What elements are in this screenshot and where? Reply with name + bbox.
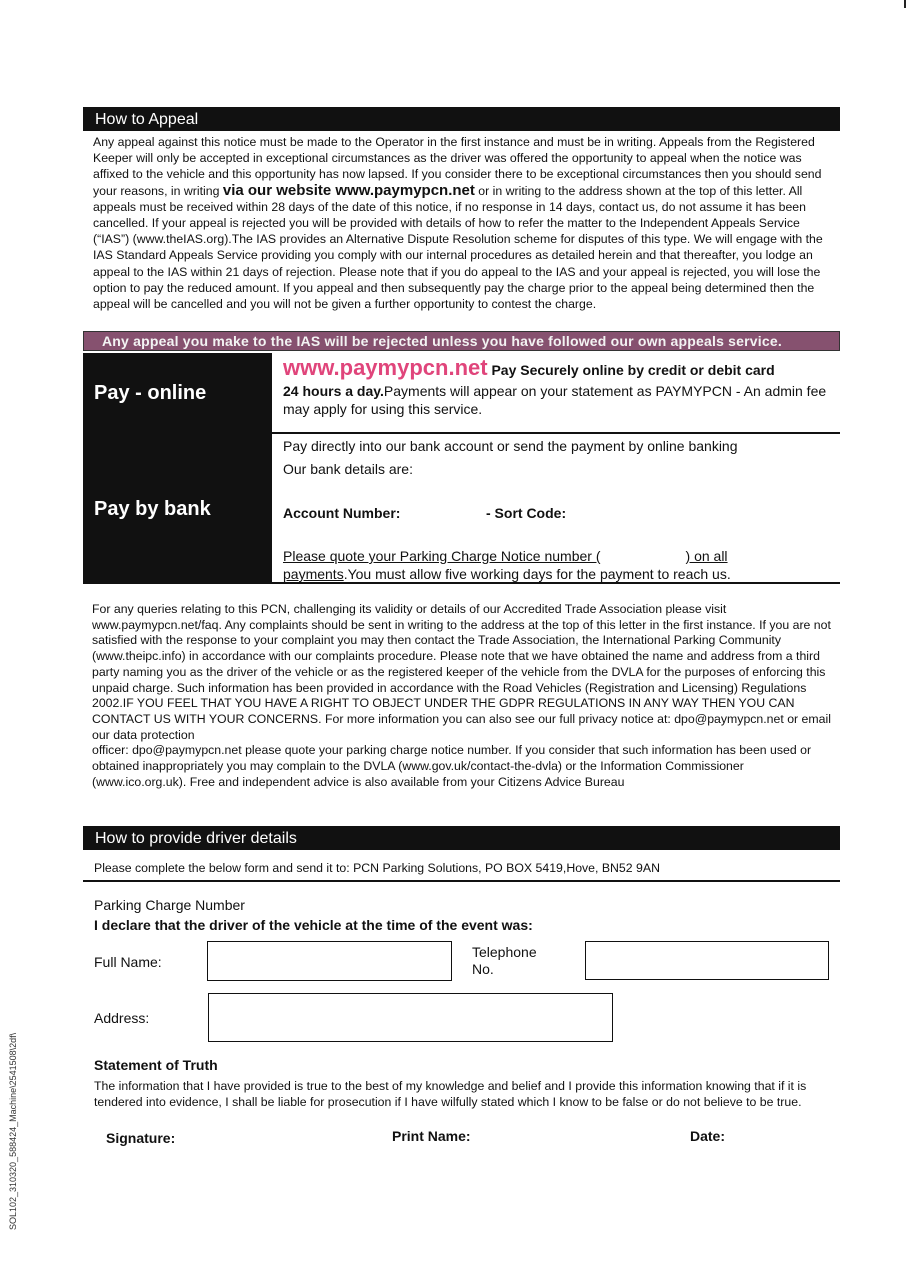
- appeal-paragraph: [93, 134, 839, 312]
- print-name-label: Print Name:: [392, 1128, 471, 1144]
- quote-pcn-text: Please quote your Parking Charge Notice number (: [283, 548, 601, 564]
- pay-bank-line2: Our bank details are:: [283, 461, 413, 477]
- queries-text-1: For any queries relating to this PCN, challenging its validity or details of our Accredited Trade Association please visit www.paymypcn.net/faq. Any complaints should be sent in writing to the address at the top of this letter in the first instance. If you are not satisfied with the response to your complaint you may then contact the Trade Association, the International Parking Community (www.theipc.info) in accordance with our complaints procedure. Please note that we have obtained the name and address from a third party naming you as the driver of the vehicle or as the registered keeper of the vehicle from the DVLA for the purposes of enforcing this unpaid charge. Such information has been provided in accordance with the Road Vehicles (Registration and Licensing) Regulations 2002.IF YOU FEEL THAT YOU HAVE A RIGHT TO OBJECT UNDER THE GDPR REGULATIONS IN ANY WAY THEN YOU CAN CONTACT US WITH YOUR CONCERNS. For more information you can also see our full privacy notice at: dpo@paymypcn.net or email our data protection: [92, 602, 831, 742]
- appeal-heading-text: How to Appeal: [95, 111, 199, 128]
- truth-body: The information that I have provided is true to the best of my knowledge and belief and I provide this information knowing that if it is tendered into evidence, I shall be liable for prosecution if I have wilfully stated which I know to be false or do not believe to be true.: [94, 1079, 807, 1110]
- appeal-text-1: Any appeal against this notice must be made to the Operator in the first instance and must be in writing. Appeals from the Registered Keeper will only be accepted in exceptional circumstances as the driver was offered the opportunity to appeal when the notice was affixed to the vehicle and this opportunity has now lapsed. If you consider there to be exceptional circumstances then you should send your reasons, in writing: [93, 135, 822, 198]
- appeal-website-bold: via our website www.paymypcn.net: [222, 181, 475, 199]
- quote-pcn-end: ) on all: [685, 548, 728, 564]
- address-field[interactable]: [208, 993, 613, 1042]
- pay-bank-line1: Pay directly into our bank account or send the payment by online banking: [283, 438, 738, 454]
- signature-label: Signature:: [106, 1130, 176, 1146]
- appeal-heading: [83, 107, 840, 131]
- pay-online-details: [283, 356, 833, 418]
- full-name-field[interactable]: [207, 941, 452, 981]
- telephone-label: [472, 944, 537, 978]
- account-number-label: Account Number:: [283, 505, 401, 521]
- quote-line2-rest: .You must allow five working days for the payment to reach us.: [343, 566, 731, 582]
- ias-warning-text: Any appeal you make to the IAS will be rejected unless you have followed our own appeals service.: [102, 333, 782, 349]
- telephone-label-line2: No.: [472, 961, 494, 977]
- driver-divider: [83, 880, 840, 882]
- document-reference: SOL102_310320_588424_Machine\2541508\2df\: [8, 1032, 18, 1230]
- pay-divider: [272, 432, 840, 434]
- pay-bank-label: Pay by bank: [94, 498, 211, 520]
- driver-instruction: Please complete the below form and send it to: PCN Parking Solutions, PO BOX 5419,Hove, BN52 9AN: [94, 861, 660, 875]
- driver-heading-text: How to provide driver details: [95, 830, 297, 847]
- quote-payments-word: payments: [283, 566, 344, 582]
- pay-online-line1: Pay Securely online by credit or debit card: [487, 362, 775, 378]
- pay-bottom-rule: [272, 582, 840, 584]
- sort-code-label: - Sort Code:: [486, 505, 567, 521]
- date-label: Date:: [690, 1128, 726, 1144]
- truth-heading: Statement of Truth: [94, 1057, 218, 1073]
- queries-text-2: officer: dpo@paymypcn.net please quote your parking charge notice number. If you consider that such information has been used or obtained inappropriately you may complain to the DVLA (www.gov.uk/contact-the-dvla) or the Information Commissioner (www.ico.org.uk). Free and independent advice is also available from your Citizens Advice Bureau: [92, 743, 812, 789]
- declare-statement: I declare that the driver of the vehicle at the time of the event was:: [94, 917, 533, 933]
- pay-online-label: Pay - online: [94, 382, 207, 404]
- pay-online-hours: 24 hours a day.: [283, 383, 384, 399]
- queries-paragraph: [92, 602, 839, 790]
- pcn-label: Parking Charge Number: [94, 897, 245, 913]
- pay-bank-quote: [283, 547, 833, 583]
- driver-heading: [83, 826, 840, 850]
- telephone-field[interactable]: [585, 941, 829, 980]
- paymypcn-link[interactable]: www.paymypcn.net: [283, 355, 488, 380]
- pay-online-line2: Payments will appear on your statement as PAYMYPCN - An admin fee may apply for using this service.: [283, 383, 827, 417]
- scan-edge-mark: [904, 0, 906, 8]
- address-label: Address:: [94, 1010, 150, 1026]
- appeal-text-2: or in writing to the address shown at the top of this letter. All appeals must be received within 28 days of the date of this notice, if no response in 14 days, contact us, do not assume it has been cancelled. If your appeal is rejected you will be provided with details of how to refer the matter to the Independent Appeals Service (“IAS”) (www.theIAS.org).The IAS provides an Alternative Dispute Resolution scheme for disputes of this type. We will engage with the IAS Standard Appeals Service providing you comply with our internal procedures as detailed herein and that thereafter, you lodge an appeal to the IAS within 21 days of rejection. Please note that if you do appeal to the IAS and your appeal is rejected, you will lose the option to pay the reduced amount. If you appeal and then subsequently pay the charge prior to the appeal being determined then the appeal will be cancelled and you will not be given a further opportunity to contest the charge.: [93, 183, 823, 312]
- ias-warning-bar: [83, 331, 840, 351]
- full-name-label: Full Name:: [94, 954, 162, 970]
- telephone-label-line1: Telephone: [472, 944, 537, 960]
